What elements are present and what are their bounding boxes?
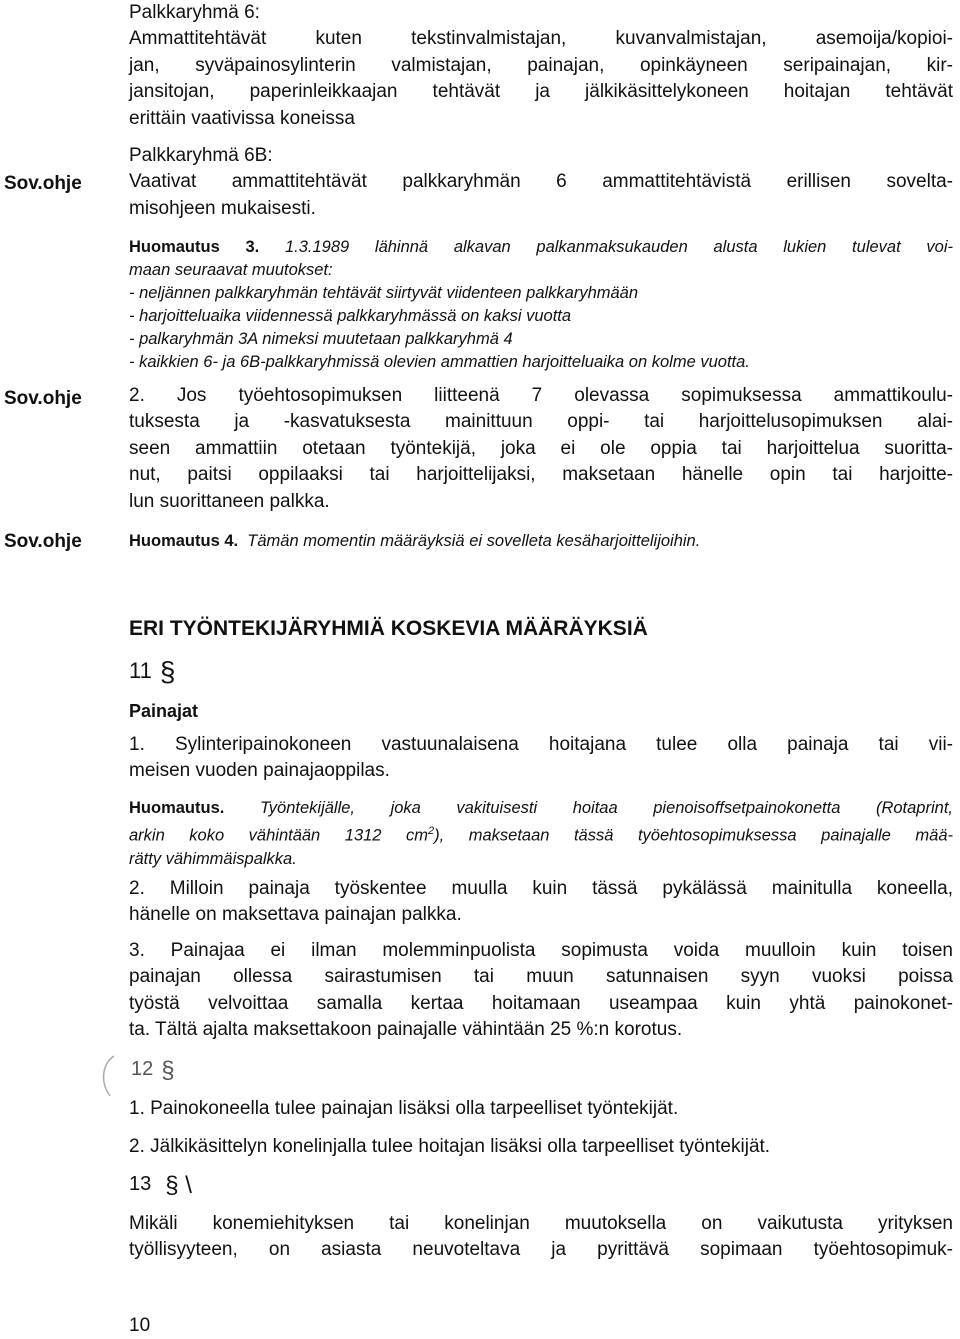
note-3-label: Huomautus 3.: [129, 238, 260, 256]
note-3-block: [129, 236, 953, 374]
note-4-text: Tämän momentin määräyksiä ei sovelleta kesäharjoittelijoihin.: [247, 532, 701, 550]
section-11-paragraph-2: [129, 876, 953, 929]
text-line: nut, paitsi oppilaaksi tai harjoittelijaksi, maksetaan hänelle opin tai harjoitte-: [129, 464, 953, 486]
list-item: - palkaryhmän 3A nimeksi muutetaan palkkaryhmä 4: [129, 330, 513, 348]
text-line: Vaativat ammattitehtävät palkkaryhmän 6 ammattitehtävistä erillisen sovelta-: [129, 171, 953, 193]
margin-label-sov-ohje: Sov.ohje: [4, 173, 82, 194]
section-11-paragraph-3: [129, 938, 953, 1044]
text-line: tuksesta ja -kasvatuksesta mainittuun oppi- tai harjoittelusopimuksen alai-: [129, 411, 953, 433]
text-line: Mikäli konemiehityksen tai konelinjan muutoksella on vaikutusta yrityksen: [129, 1213, 953, 1234]
section-sign: §: [159, 656, 176, 687]
section-11-paragraph-1: [129, 732, 953, 785]
text-line: 1.3.1989 lähinnä alkavan palkanmaksukauden alusta lukien tulevat voi-: [284, 238, 953, 256]
text-line: hänelle on maksettava painajan palkka.: [129, 904, 462, 926]
section-13-number: [129, 1172, 192, 1200]
text-line: misohjeen mukaisesti.: [129, 197, 316, 219]
pay-group-6b-block: [129, 143, 953, 222]
section-heading: ERI TYÖNTEKIJÄRYHMIÄ KOSKEVIA MÄÄRÄYKSIÄ: [129, 617, 648, 640]
section-number: 11: [129, 658, 152, 683]
text-line: seen ammattiin otetaan työntekijä, joka ei ole oppia tai harjoittelua suoritta-: [129, 437, 953, 459]
section-sign: § \: [165, 1172, 192, 1199]
page-number: 10: [129, 1315, 151, 1336]
note-label: Huomautus.: [129, 799, 225, 817]
text-line: työstä velvoittaa samalla kertaa hoitamaan useampaa kuin yhtä painokonet-: [129, 992, 953, 1014]
section-12-paragraph-2: 2. Jälkikäsittelyn konelinjalla tulee hoitajan lisäksi olla tarpeelliset työntekijät.: [129, 1136, 771, 1157]
text-line: ta. Tältä ajalta maksettakoon painajalle vähintään 25 %:n korotus.: [129, 1019, 683, 1041]
text-line: 2. Jos työehtosopimuksen liitteenä 7 olevassa sopimuksessa ammattikoulu-: [129, 385, 953, 406]
text-line: 3. Painajaa ei ilman molemminpuolista sopimusta voida muulloin kuin toisen: [129, 940, 953, 961]
margin-label-sov-ohje: Sov.ohje: [4, 388, 82, 409]
section-12-paragraph-1: 1. Painokoneella tulee painajan lisäksi olla tarpeelliset työntekijät.: [129, 1098, 679, 1119]
text-line: painajan ollessa sairastumisen tai muun satunnaisen syyn vuoksi poissa: [129, 966, 953, 988]
text-line: 2. Milloin painaja työskentee muulla kuin tässä pykälässä mainitulla koneella,: [129, 878, 953, 899]
note-4-block: [129, 530, 953, 553]
section-12-number: [131, 1057, 175, 1085]
text-line: jan, syväpainosylinterin valmistajan, painajan, opinkäyneen seripainajan, kir-: [129, 54, 953, 76]
text-line: työllisyyteen, on asiasta neuvoteltava ja pyrittävä sopimaan työehtosopimuk-: [129, 1239, 953, 1261]
section-number: 13: [129, 1173, 152, 1195]
pay-group-6b-heading: Palkkaryhmä 6B:: [129, 145, 273, 166]
text-line: maan seuraavat muutokset:: [129, 261, 333, 279]
text-line: meisen vuoden painajaoppilas.: [129, 760, 390, 782]
text-line: Työntekijälle, joka vakituisesti hoitaa pienoisoffsetpainokonetta (Rotaprint,: [259, 799, 953, 817]
section-number: 12: [131, 1058, 154, 1080]
text-line: 1. Sylinteripainokoneen vastuunalaisena hoitajana tulee olla painaja tai vii-: [129, 734, 953, 755]
pay-group-6-heading: Palkkaryhmä 6:: [129, 2, 260, 23]
paragraph-2-block: [129, 383, 953, 515]
note-4-label: Huomautus 4.: [129, 532, 239, 550]
text-line: lun suorittaneen palkka.: [129, 490, 330, 512]
list-item: - neljännen palkkaryhmän tehtävät siirtyvät viidenteen palkkaryhmään: [129, 284, 639, 302]
text-segment: ), maksetaan tässä työehtosopimuksessa painajalle mää-: [434, 826, 953, 845]
pay-group-6-block: [129, 0, 953, 132]
text-line: Ammattitehtävät kuten tekstinvalmistajan, kuvanvalmistajan, asemoija/kopioi-: [129, 28, 953, 50]
section-11-note: [129, 797, 953, 871]
section-11-number: [129, 656, 175, 688]
superscript: 2: [428, 825, 435, 837]
text-segment: arkin koko vähintään 1312 cm: [129, 826, 428, 845]
margin-label-sov-ohje: Sov.ohje: [4, 531, 82, 552]
list-item: - kaikkien 6- ja 6B-palkkaryhmissä olevien ammattien harjoitteluaika on kolme vuotta.: [129, 353, 750, 371]
text-line: jansitojan, paperinleikkaajan tehtävät ja jälkikäsittelykoneen hoitajan tehtävät: [129, 81, 953, 103]
list-item: - harjoitteluaika viidennessä palkkaryhmässä on kaksi vuotta: [129, 307, 572, 325]
text-line: rätty vähimmäispalkka.: [129, 849, 297, 868]
text-line: erittäin vaativissa koneissa: [129, 107, 355, 129]
pen-scribble-mark: [96, 1052, 136, 1102]
section-13-paragraph: [129, 1211, 953, 1264]
section-sign: §: [161, 1057, 175, 1084]
section-11-title: Painajat: [129, 701, 199, 721]
